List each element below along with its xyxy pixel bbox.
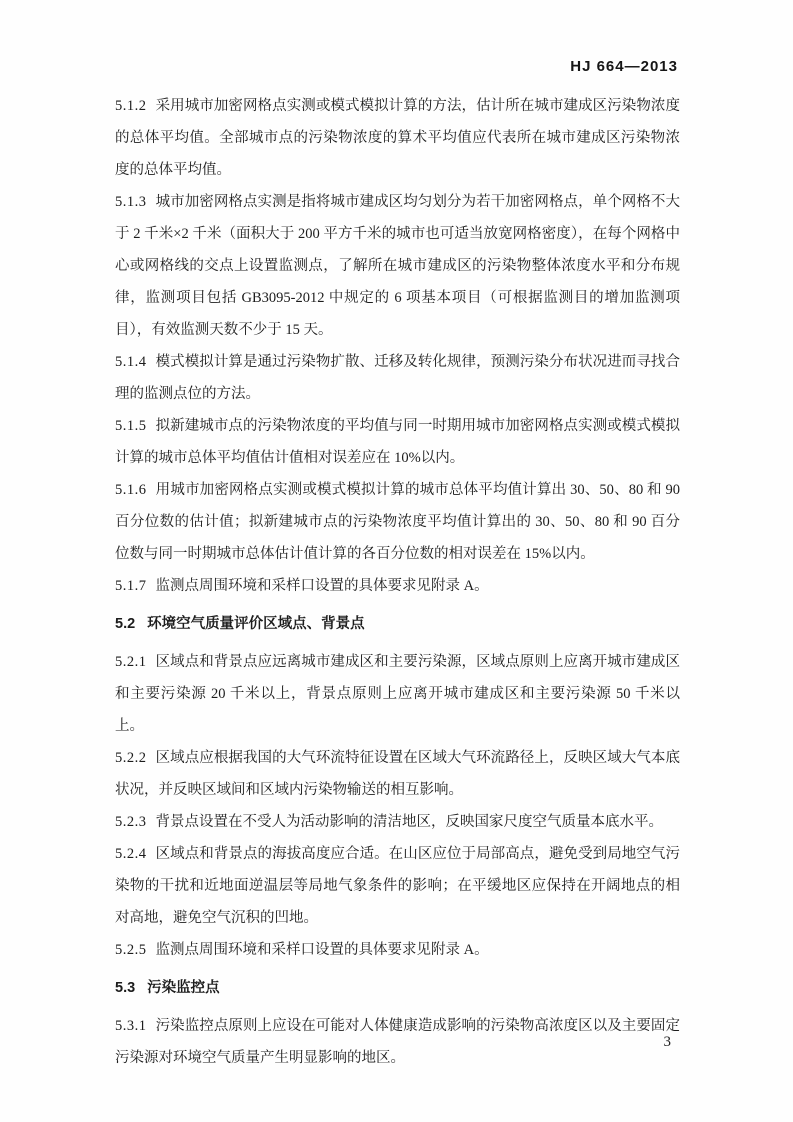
clause-text: 用城市加密网格点实测或模式模拟计算的城市总体平均值计算出 30、50、80 和 90 百分位数的估计值；拟新建城市点的污染物浓度平均值计算出的 30、50、80 和 90 百分位数与同一时期城市总体估计值计算的各百分位数的相对误差在 15%以内。: [115, 482, 680, 562]
clause-text: 监测点周围环境和采样口设置的具体要求见附录 A。: [155, 578, 489, 594]
clause-text: 监测点周围环境和采样口设置的具体要求见附录 A。: [155, 942, 489, 958]
clause-text: 区域点应根据我国的大气环流特征设置在区域大气环流路径上，反映区域大气本底状况，并反映区域间和区域内污染物输送的相互影响。: [115, 750, 680, 798]
clause-number: 5.2.5: [115, 942, 147, 958]
section-title: 环境空气质量评价区域点、背景点: [147, 616, 365, 632]
clause-5.2.4: [115, 838, 680, 934]
clause-number: 5.1.6: [115, 482, 147, 498]
clause-number: 5.2.4: [115, 846, 147, 862]
clause-5.2.3: [115, 806, 680, 838]
section-number: 5.3: [115, 980, 136, 996]
section-heading-5.2: [115, 608, 680, 640]
clause-5.1.5: [115, 410, 680, 474]
clause-number: 5.3.1: [115, 1018, 147, 1034]
clause-5.1.7: [115, 570, 680, 602]
clause-text: 采用城市加密网格点实测或模式模拟计算的方法，估计所在城市建成区污染物浓度的总体平均值。全部城市点的污染物浓度的算术平均值应代表所在城市建成区污染物浓度的总体平均值。: [115, 98, 680, 178]
clause-number: 5.1.4: [115, 354, 147, 370]
clause-text: 区域点和背景点应远离城市建成区和主要污染源，区域点原则上应离开城市建成区和主要污染源 20 千米以上，背景点原则上应离开城市建成区和主要污染源 50 千米以上。: [115, 654, 680, 734]
clause-5.1.3: [115, 186, 680, 346]
clause-number: 5.1.5: [115, 418, 147, 434]
section-number: 5.2: [115, 616, 136, 632]
clause-number: 5.2.2: [115, 750, 147, 766]
clause-number: 5.1.7: [115, 578, 147, 594]
clause-text: 背景点设置在不受人为活动影响的清洁地区，反映国家尺度空气质量本底水平。: [155, 814, 663, 830]
clause-5.1.6: [115, 474, 680, 570]
clause-5.1.4: [115, 346, 680, 410]
doc-number-header: HJ 664—2013: [570, 58, 678, 75]
clause-number: 5.2.1: [115, 654, 147, 670]
clause-number: 5.1.3: [115, 194, 147, 210]
clause-5.2.5: [115, 934, 680, 966]
clause-text: 污染监控点原则上应设在可能对人体健康造成影响的污染物高浓度区以及主要固定污染源对环境空气质量产生明显影响的地区。: [115, 1018, 680, 1066]
clause-text: 城市加密网格点实测是指将城市建成区均匀划分为若干加密网格点，单个网格不大于 2 千米×2 千米（面积大于 200 平方千米的城市也可适当放宽网格密度），在每个网格中心或网格线的交点上设置监测点，了解所在城市建成区的污染物整体浓度水平和分布规律，监测项目包括 GB3095-2012 中规定的 6 项基本项目（可根据监测目的增加监测项目），有效监测天数不少于 15 天。: [115, 194, 680, 338]
section-heading-5.3: [115, 972, 680, 1004]
clause-5.1.2: [115, 90, 680, 186]
clause-number: 5.2.3: [115, 814, 147, 830]
clause-number: 5.1.2: [115, 98, 147, 114]
clause-text: 模式模拟计算是通过污染物扩散、迁移及转化规律，预测污染分布状况进而寻找合理的监测点位的方法。: [115, 354, 680, 402]
page-number: 3: [663, 1034, 671, 1050]
section-title: 污染监控点: [147, 980, 220, 996]
clause-5.2.1: [115, 646, 680, 742]
clause-text: 拟新建城市点的污染物浓度的平均值与同一时期用城市加密网格点实测或模式模拟计算的城市总体平均值估计值相对误差应在 10%以内。: [115, 418, 680, 466]
document-body: [115, 90, 680, 1074]
clause-text: 区域点和背景点的海拔高度应合适。在山区应位于局部高点，避免受到局地空气污染物的干扰和近地面逆温层等局地气象条件的影响；在平缓地区应保持在开阔地点的相对高地，避免空气沉积的凹地。: [115, 846, 680, 926]
clause-5.2.2: [115, 742, 680, 806]
